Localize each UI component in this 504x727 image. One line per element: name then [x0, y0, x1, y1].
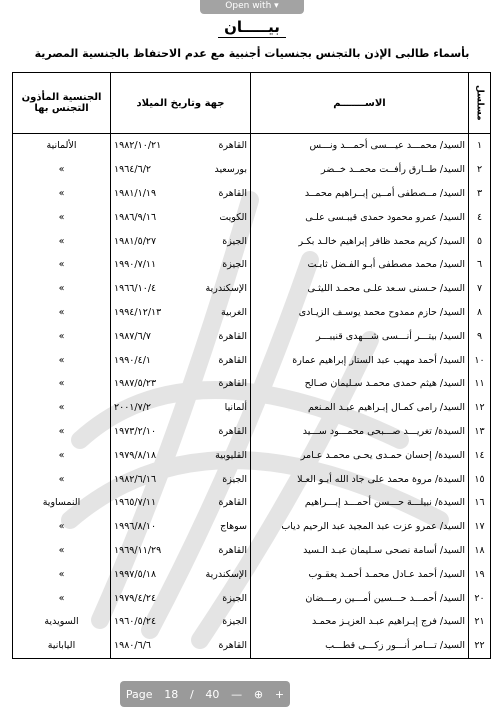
birth-place: سوهاج [220, 521, 247, 533]
table-row [13, 539, 491, 563]
birth-place: القليوبية [215, 449, 247, 461]
top-toolbar [0, 0, 504, 16]
birth-date: ١٩٨٧/٦/٧ [114, 330, 152, 342]
header-nationality: الجنسية المأذون التجنس بها [13, 73, 111, 134]
birth-place: الجيزة [222, 616, 247, 628]
current-page[interactable]: 18 [164, 687, 179, 701]
nationality-cell: » [13, 301, 111, 325]
nationality-cell: السويدية [13, 610, 111, 634]
nationality-cell: » [13, 396, 111, 420]
birth-place: الإسكندرية [205, 283, 247, 295]
nationality-cell: » [13, 205, 111, 229]
name-cell: السيد/ هيثم حمدى محمـد سـليمان صـالح [251, 372, 469, 396]
nationality-cell: » [13, 372, 111, 396]
birth-cell [111, 562, 251, 586]
serial-cell: ٢٠ [469, 586, 491, 610]
nationality-cell: » [13, 562, 111, 586]
serial-cell: ١ [469, 134, 491, 158]
birth-place: القاهرة [218, 354, 247, 366]
birth-place: القاهرة [218, 497, 247, 509]
birth-date: ١٩٧٩/٨/١٨ [114, 449, 157, 461]
birth-date: ١٩٩٦/٨/١٠ [114, 521, 157, 533]
serial-cell: ١٤ [469, 443, 491, 467]
name-cell: السيدة/ مروة محمد على جاد الله أبـو العـلا [251, 467, 469, 491]
birth-cell [111, 420, 251, 444]
name-cell: السيد/ مــصطفى أمــين إبــراهيم محمــد [251, 182, 469, 206]
birth-place: بورسعيد [214, 164, 247, 176]
birth-date: ١٩٧٣/٢/١٠ [114, 425, 157, 437]
applicants-table [12, 72, 491, 659]
name-cell: السيدة/ نبيلـــة حـــسن أحمـــد إبـــراهيم [251, 491, 469, 515]
birth-cell [111, 586, 251, 610]
birth-cell [111, 467, 251, 491]
document-subtitle: بأسماء طالبى الإذن بالتجنس بجنسيات أجنبية مع عدم الاحتفاظ بالجنسية المصرية [34, 47, 470, 60]
birth-cell [111, 229, 251, 253]
nationality-cell: » [13, 253, 111, 277]
chevron-down-icon: ▾ [274, 1, 279, 11]
name-cell: السيد/ محمد مصطفى أبـو الفـضل ثابـت [251, 253, 469, 277]
birth-date: ١٩٨١/١/١٩ [114, 187, 157, 199]
table-row [13, 229, 491, 253]
birth-cell [111, 324, 251, 348]
zoom-icon[interactable]: ⊕ [253, 687, 264, 701]
birth-date: ١٩٦٠/٥/٢٤ [114, 616, 157, 628]
birth-date: ١٩٨٦/٩/١٦ [114, 211, 157, 223]
serial-cell: ١٧ [469, 515, 491, 539]
birth-place: القاهرة [218, 640, 247, 652]
serial-cell: ٥ [469, 229, 491, 253]
open-with-label: Open with [225, 1, 272, 11]
zoom-in-icon[interactable]: + [274, 687, 285, 701]
serial-cell: ١٥ [469, 467, 491, 491]
name-cell: السيد/ محمـــد عيـــسى أحمـــد ونـــس [251, 134, 469, 158]
total-pages: 40 [205, 687, 220, 701]
nationality-cell: » [13, 158, 111, 182]
header-serial: مسلسل [469, 73, 491, 134]
nationality-cell: » [13, 277, 111, 301]
birth-place: الغربية [221, 306, 247, 318]
table-row [13, 586, 491, 610]
name-cell: السيد/ تـــامر أنـــور زكـــى قطـــب [251, 634, 469, 658]
table-row [13, 634, 491, 658]
name-cell: السيد/ فرج إبـراهيم عبـد العزيـز محمـد [251, 610, 469, 634]
name-cell: السيد/ بيتـــر أنـــسى شـــهدى قنيبـــر [251, 324, 469, 348]
birth-cell [111, 158, 251, 182]
table-row [13, 372, 491, 396]
serial-cell: ٦ [469, 253, 491, 277]
table-row [13, 515, 491, 539]
birth-place: القاهرة [218, 425, 247, 437]
nationality-cell: » [13, 467, 111, 491]
serial-cell: ٧ [469, 277, 491, 301]
table-row [13, 610, 491, 634]
birth-place: الجيزة [222, 235, 247, 247]
name-cell: السيد/ حـسنى سـعد علـى محمـد الليثـى [251, 277, 469, 301]
birth-cell [111, 253, 251, 277]
serial-cell: ٢ [469, 158, 491, 182]
name-cell: السيد/ أسامة نصحى سـليمان عبـد الـسيد [251, 539, 469, 563]
serial-cell: ١٦ [469, 491, 491, 515]
birth-place: القاهرة [218, 378, 247, 390]
birth-cell [111, 205, 251, 229]
nationality-cell: » [13, 348, 111, 372]
name-cell: السيد/ حازم ممدوح محمد يوسـف الزيـادى [251, 301, 469, 325]
birth-date: ١٩٦٩/١١/٢٩ [114, 544, 162, 556]
birth-cell [111, 610, 251, 634]
nationality-cell: » [13, 420, 111, 444]
table-row [13, 134, 491, 158]
birth-cell [111, 372, 251, 396]
serial-cell: ١١ [469, 372, 491, 396]
birth-place: الجيزة [222, 473, 247, 485]
table-row [13, 205, 491, 229]
birth-date: ١٩٨٢/٦/١٦ [114, 473, 157, 485]
name-cell: السيد/ أحمـــد حـــسين أمـــين رمـــضان [251, 586, 469, 610]
table-header-row [13, 73, 491, 134]
name-cell: السيد/ عمرو عزت عبد المجيد عبد الرحيم دياب [251, 515, 469, 539]
birth-date: ١٩٨٠/٦/٦ [114, 640, 152, 652]
table-row [13, 396, 491, 420]
birth-date: ١٩٩٧/٥/١٨ [114, 568, 157, 580]
birth-cell [111, 348, 251, 372]
birth-cell [111, 182, 251, 206]
table-row [13, 348, 491, 372]
birth-date: ١٩٨٢/١٠/٢١ [114, 140, 162, 152]
birth-date: ١٩٩٠/٧/١١ [114, 259, 157, 271]
serial-cell: ١٢ [469, 396, 491, 420]
title-underline [218, 37, 286, 38]
nationality-cell: » [13, 229, 111, 253]
serial-cell: ٣ [469, 182, 491, 206]
nationality-cell: » [13, 586, 111, 610]
serial-cell: ٨ [469, 301, 491, 325]
nationality-cell: النمساوية [13, 491, 111, 515]
page-separator: / [189, 687, 194, 701]
serial-cell: ١٨ [469, 539, 491, 563]
serial-cell: ٩ [469, 324, 491, 348]
birth-cell [111, 277, 251, 301]
table-row [13, 277, 491, 301]
document-title: بيـــــان [224, 18, 280, 36]
birth-place: الجيزة [222, 592, 247, 604]
serial-cell: ٢٢ [469, 634, 491, 658]
birth-place: الجيزة [222, 259, 247, 271]
serial-cell: ١٠ [469, 348, 491, 372]
table-row [13, 253, 491, 277]
birth-date: ١٩٦٥/٧/١١ [114, 497, 157, 509]
birth-place: الكويت [219, 211, 247, 223]
header-birth: جهة وتاريخ الميلاد [111, 73, 251, 134]
table-row [13, 324, 491, 348]
table-row [13, 301, 491, 325]
birth-cell [111, 443, 251, 467]
name-cell: السيدة/ إحسان حمـدى يحـى محمـد عـامر [251, 443, 469, 467]
serial-cell: ٢١ [469, 610, 491, 634]
table-row [13, 420, 491, 444]
open-with-button[interactable] [200, 0, 304, 14]
name-cell: السيد/ أحمد عـادل محمـد أحمـد يعقـوب [251, 562, 469, 586]
birth-date: ١٩٧٩/٤/٢٤ [114, 592, 157, 604]
table-row [13, 182, 491, 206]
serial-cell: ١٣ [469, 420, 491, 444]
nationality-cell: الألمانية [13, 134, 111, 158]
name-cell: السيد/ كريم محمد ظافر إبراهيم خالـد بكـر [251, 229, 469, 253]
birth-cell [111, 134, 251, 158]
nationality-cell: » [13, 324, 111, 348]
nationality-cell: » [13, 539, 111, 563]
birth-cell [111, 491, 251, 515]
header-name: الاســـــــم [251, 73, 469, 134]
birth-date: ١٩٨١/٥/٢٧ [114, 235, 157, 247]
birth-date: ١٩٦٤/٦/٢ [114, 164, 152, 176]
name-cell: السيدة/ تغريـــد صـــبحى محمـــود ســـيد [251, 420, 469, 444]
birth-cell [111, 634, 251, 658]
birth-date: ١٩٩٤/١٢/١٣ [114, 306, 162, 318]
name-cell: السيد/ عمرو محمود حمدى قيبـسى علـى [251, 205, 469, 229]
serial-cell: ٤ [469, 205, 491, 229]
birth-place: الإسكندرية [205, 568, 247, 580]
birth-place: القاهرة [218, 140, 247, 152]
birth-place: القاهرة [218, 330, 247, 342]
nationality-cell: اليابانية [13, 634, 111, 658]
zoom-out-icon[interactable]: — [231, 687, 243, 701]
name-cell: السيد/ طــارق رأفــت محمــد خــضر [251, 158, 469, 182]
birth-date: ١٩٨٧/٥/٢٣ [114, 378, 157, 390]
table-row [13, 562, 491, 586]
birth-date: ٢٠٠١/٧/٢ [114, 402, 152, 414]
page-label: Page [125, 687, 153, 701]
birth-date: ١٩٦٦/١٠/٤ [114, 283, 157, 295]
birth-cell [111, 396, 251, 420]
birth-place: القاهرة [218, 187, 247, 199]
table-row [13, 467, 491, 491]
birth-cell [111, 301, 251, 325]
birth-date: ١٩٩٠/٤/١ [114, 354, 152, 366]
serial-cell: ١٩ [469, 562, 491, 586]
name-cell: السيد/ رامى كمـال إبـراهيم عبـد المـنعم [251, 396, 469, 420]
page-navigator [120, 681, 290, 707]
birth-place: ألمانيا [224, 402, 247, 414]
birth-cell [111, 515, 251, 539]
name-cell: السيد/ أحمد مهيب عبد الستار إبراهيم عمارة [251, 348, 469, 372]
nationality-cell: » [13, 515, 111, 539]
birth-place: القاهرة [218, 544, 247, 556]
nationality-cell: » [13, 443, 111, 467]
table-row [13, 443, 491, 467]
birth-cell [111, 539, 251, 563]
nationality-cell: » [13, 182, 111, 206]
table-row [13, 491, 491, 515]
table-row [13, 158, 491, 182]
